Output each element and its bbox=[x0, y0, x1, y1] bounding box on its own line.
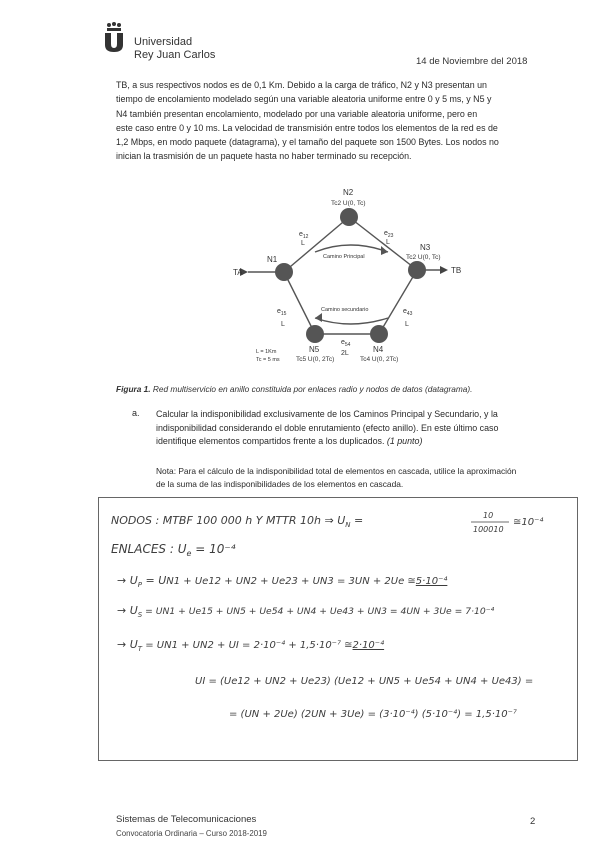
figure-caption bbox=[116, 384, 596, 394]
link-e12-label: $e_{12}$ bbox=[299, 231, 309, 240]
node-n5-tc: Tc5 U(0, 2Tc) bbox=[296, 356, 335, 363]
link-n1-n5 bbox=[284, 272, 315, 334]
page-number: 2 bbox=[530, 816, 536, 827]
question-note bbox=[156, 465, 576, 491]
handwriting-line-5: → $U_T = UN1 + UN2$ + UI = 2·10⁻⁴ + 1,5·10⁻⁷ ≅2·10⁻⁴ bbox=[117, 638, 385, 653]
link-e23-label: $e_{23}$ bbox=[384, 230, 394, 239]
footer-subtitle: Convocatoria Ordinaria – Curso 2018-2019 bbox=[116, 829, 267, 838]
arrowhead-icon bbox=[315, 313, 322, 322]
link-e54-length: 2L bbox=[341, 350, 349, 357]
paragraph-line: 1,2 Mbps, en modo paquete (datagrama), y el tamaño del paquete son 1500 Bytes. Los nodos no bbox=[116, 137, 499, 148]
link-e15-label: $e_{15}$ bbox=[277, 308, 287, 317]
university-name-line2: Rey Juan Carlos bbox=[134, 49, 216, 61]
node-n3-tc: Tc2 U(0, Tc) bbox=[406, 254, 441, 261]
footer-course: Sistemas de Telecomunicaciones bbox=[116, 814, 257, 825]
node-n5 bbox=[306, 325, 324, 343]
node-n4 bbox=[370, 325, 388, 343]
link-e12-length: L bbox=[301, 240, 305, 247]
path-secundario-arrow bbox=[315, 318, 388, 324]
link-e43-length: L bbox=[405, 321, 409, 328]
handwriting-line-4: → $U_S$ $^{= UN1 + Ue15 + UN5 + Ue54 + UN4 + Ue43 + UN3 = 4UN + 3Ue = 7\cdot 10^{-4}}$ bbox=[117, 604, 495, 619]
terminal-ta-label: TA bbox=[233, 268, 243, 277]
paragraph-line: inician la trasmisión de un paquete hasta no haber terminado su recepción. bbox=[116, 151, 412, 162]
node-n2-label: N2 bbox=[343, 188, 354, 197]
caption-label: Figura 1. bbox=[116, 384, 151, 394]
path-secundario-label: Camino secundario bbox=[321, 307, 369, 313]
path-principal-arrow bbox=[315, 245, 388, 252]
answer-box bbox=[98, 497, 578, 761]
question-line: indisponibilidad considerando el doble enrutamiento (efecto anillo). En este último caso bbox=[156, 422, 499, 433]
paragraph-line: N4 también presentan encolamiento, modelado por una variable aleatoria uniforme, pero en bbox=[116, 108, 478, 119]
handwriting-line-1: NODOS : MTBF 100 000 h Y MTTR 10h ⇒ $U_N$ = bbox=[111, 514, 364, 529]
legend-l: L = 1Km bbox=[256, 349, 277, 355]
handwriting-line-1-result: ≅10⁻⁴ bbox=[513, 517, 544, 528]
problem-statement bbox=[116, 78, 572, 164]
document-date: 14 de Noviembre del 2018 bbox=[416, 56, 528, 67]
question-letter: a. bbox=[132, 408, 140, 418]
node-n2 bbox=[340, 208, 358, 226]
link-e23-length: L bbox=[386, 239, 390, 246]
node-n4-tc: Tc4 U(0, 2Tc) bbox=[360, 356, 399, 363]
university-logo bbox=[103, 22, 125, 52]
link-n4-n3 bbox=[379, 270, 417, 334]
terminal-tb-label: TB bbox=[451, 266, 462, 275]
node-n3-label: N3 bbox=[420, 243, 431, 252]
caption-text: Red multiservicio en anillo constituida por enlaces radio y nodos de datos (datagrama). bbox=[150, 384, 473, 394]
node-n2-tc: Tc2 U(0, Tc) bbox=[331, 200, 366, 207]
paragraph-line: este caso entre 0 y 10 ms. La velocidad de transmisión entre todos los elementos de la red es de bbox=[116, 122, 498, 133]
node-n1 bbox=[275, 263, 293, 281]
network-ring-diagram bbox=[200, 180, 480, 380]
question-line: identifique elementos compartidos frente a los duplicados. (1 punto) bbox=[156, 436, 423, 446]
handwriting-line-7: = (UN + 2Ue) (2UN + 3Ue) = (3·10⁻⁴) (5·10⁻⁴) = 1,5·10⁻⁷ bbox=[229, 709, 517, 720]
handwriting-fraction-den: 100010 bbox=[473, 525, 504, 534]
node-n5-label: N5 bbox=[309, 345, 320, 354]
link-e54-label: $e_{54}$ bbox=[341, 339, 351, 348]
node-n4-label: N4 bbox=[373, 345, 384, 354]
terminal-tb-icon bbox=[440, 266, 448, 274]
university-name-line1: Universidad bbox=[134, 36, 193, 48]
handwriting-fraction-num: 10 bbox=[483, 511, 494, 520]
link-n1-n2 bbox=[284, 217, 349, 272]
paragraph-line: TB, a sus respectivos nodos es de 0,1 Km. Debido a la carga de tráfico, N2 y N3 presentan un bbox=[116, 80, 487, 90]
link-e43-label: $e_{43}$ bbox=[403, 308, 413, 317]
note-line: de la suma de las indisponibilidades de los elementos en cascada. bbox=[156, 479, 404, 489]
note-line: Nota: Para el cálculo de la indisponibilidad total de elementos en cascada, utilice la aproximación bbox=[156, 466, 517, 476]
question-line: Calcular la indisponibilidad exclusivamente de los Caminos Principal y Secundario, y la bbox=[156, 409, 498, 419]
paragraph-line: tiempo de encolamiento modelado según una variable aleatoria uniforme entre 0 y 5 ms, y N5 y bbox=[116, 94, 492, 105]
question-points: (1 punto) bbox=[384, 436, 423, 446]
handwriting-line-6: UI = (Ue12 + UN2 + Ue23) (Ue12 + UN5 + Ue54 + UN4 + Ue43) = bbox=[195, 676, 534, 687]
node-n1-label: N1 bbox=[267, 255, 278, 264]
node-n3 bbox=[408, 261, 426, 279]
question-text bbox=[156, 408, 576, 449]
handwriting-line-2: ENLACES : $U_e = 10^{-4}$ bbox=[111, 542, 236, 558]
link-e15-length: L bbox=[281, 321, 285, 328]
legend-tc: Tc = 5 ms bbox=[256, 357, 280, 363]
link-n2-n3 bbox=[349, 217, 417, 270]
path-principal-label: Camino Principal bbox=[323, 254, 365, 260]
handwriting-line-3: → $U_P = UN1 + Ue12 + UN2 + Ue23 + UN3 = 3UN + 2Ue$ ≅5·10⁻⁴ bbox=[117, 574, 448, 589]
